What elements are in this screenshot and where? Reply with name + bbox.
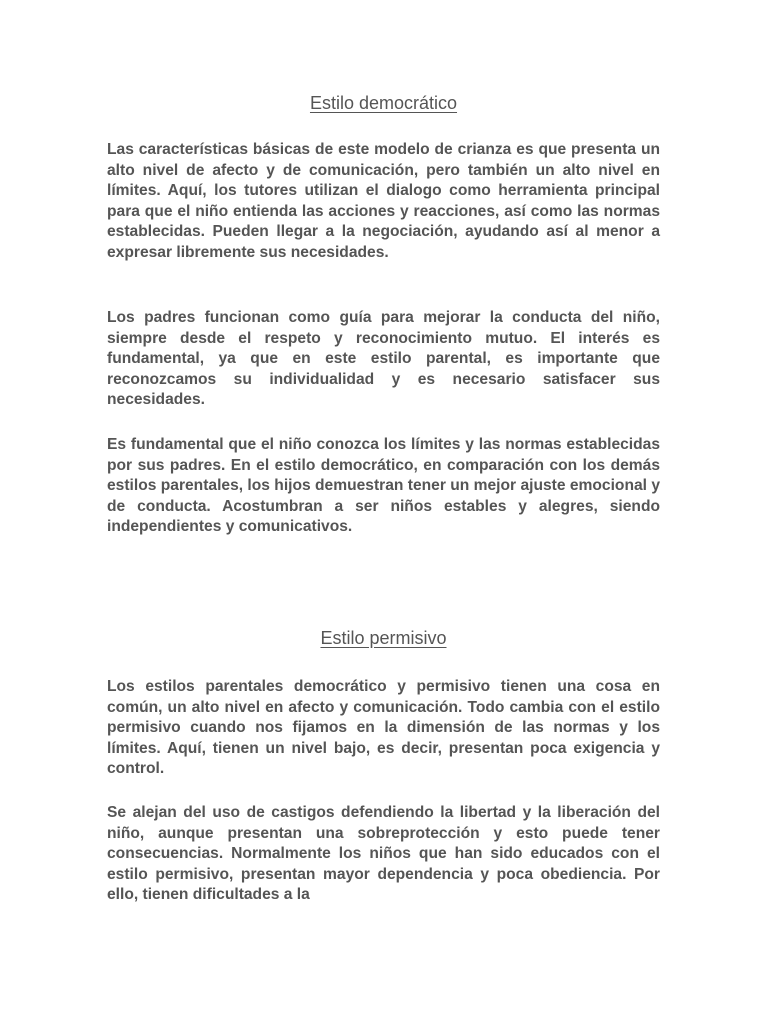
- section-heading-democratic: Estilo democrático: [309, 93, 458, 113]
- paragraph: Es fundamental que el niño conozca los límites y las normas establecidas por sus padres. En el estilo democrático, en comparación con los demás estilos parentales, los hijos demuestran tener un mejor ajuste emocional y de conducta. Acostumbran a ser niños estables y alegres, siendo independientes y comunicativos.: [107, 436, 660, 536]
- section-heading-permissive: Estilo permisivo: [320, 628, 447, 648]
- paragraph: Las características básicas de este modelo de crianza es que presenta un alto nivel de afecto y de comunicación, pero también un alto nivel en límites. Aquí, los tutores utilizan el dialogo como herramienta principal para que el niño entienda las acciones y reacciones, así como las normas establecidas. Pueden llegar a la negociación, ayudando así al menor a expresar libremente sus necesidades.: [107, 141, 660, 261]
- paragraph: Se alejan del uso de castigos defendiendo la libertad y la liberación del niño, aunque presentan una sobreprotección y esto puede tener consecuencias. Normalmente los niños que han sido educados con el estilo permisivo, presentan mayor dependencia y poca obediencia. Por ello, tienen dificultades a la: [107, 804, 660, 904]
- paragraph: Los estilos parentales democrático y permisivo tienen una cosa en común, un alto nivel en afecto y comunicación. Todo cambia con el estilo permisivo cuando nos fijamos en la dimensión de las normas y los límites. Aquí, tienen un nivel bajo, es decir, presentan poca exigencia y control.: [107, 678, 660, 778]
- paragraph: Los padres funcionan como guía para mejorar la conducta del niño, siempre desde el respeto y reconocimiento mutuo. El interés es fundamental, ya que en este estilo parental, es importante que reconozcamos su individualidad y es necesario satisfacer sus necesidades.: [107, 309, 660, 409]
